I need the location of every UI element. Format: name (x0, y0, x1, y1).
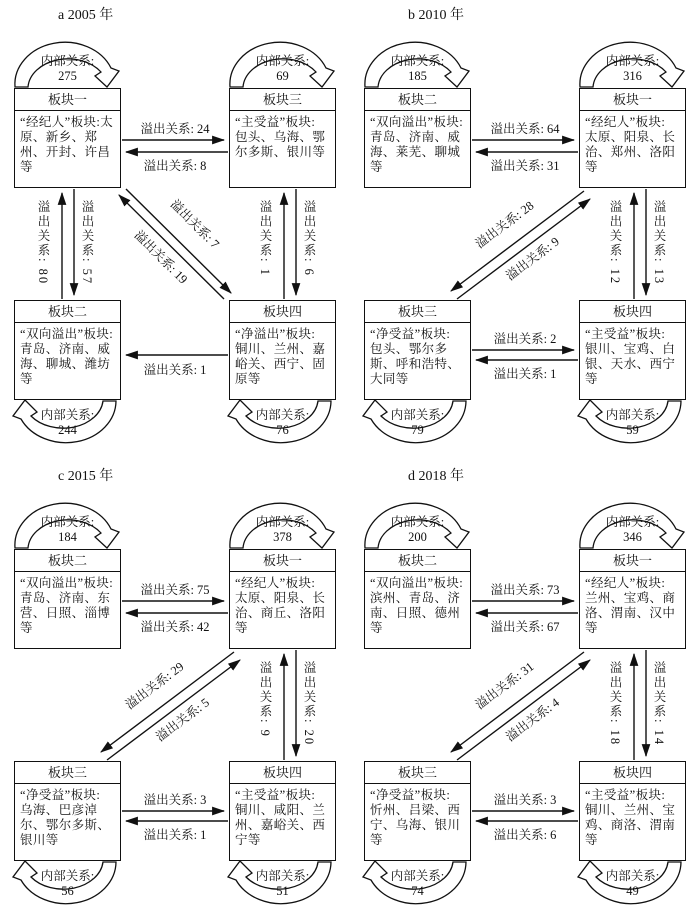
internal-relation (14, 869, 121, 899)
label-right-up: 溢出关系: 18 (608, 661, 622, 747)
plate-members: “经纪人”板块: 兰州、宝鸡、商洛、渭南、汉中等 (585, 576, 676, 635)
label-right-up: 溢出关系: 12 (608, 200, 622, 286)
plate-box (229, 549, 336, 649)
plate-box (364, 300, 471, 400)
internal-relation-label: 内部关系: (255, 408, 310, 422)
plate-members: “双向溢出”板块: 青岛、济南、威海、聊城、潍坊等 (20, 327, 114, 386)
plate-members: “净受益”板块: 忻州、吕梁、西宁、乌海、银川等 (370, 788, 461, 847)
panel-caption: d 2018 年 (408, 469, 464, 484)
internal-relation (14, 515, 121, 545)
internal-relation (14, 54, 121, 84)
internal-relation-value: 244 (58, 423, 77, 437)
plate-members: “主受益”板块: 银川、宝鸡、白银、天水、西宁等 (585, 327, 676, 386)
plate-box (14, 761, 121, 861)
plate-members: “经纪人”板块:太原、新乡、郑州、开封、许昌等 (20, 115, 114, 174)
label-bottom-back: 溢出关系: 6 (493, 828, 557, 842)
internal-relation-value: 378 (273, 530, 292, 544)
label-top-back: 溢出关系: 42 (140, 620, 210, 634)
internal-relation-value: 69 (276, 69, 289, 83)
plate-members: “主受益”板块: 包头、乌海、鄂尔多斯、银川等 (235, 115, 326, 159)
internal-relation-value: 59 (626, 423, 639, 437)
plate-title: 板块三 (230, 89, 335, 111)
internal-relation (229, 869, 336, 899)
plate-title: 板块三 (365, 301, 470, 323)
internal-relation-label: 内部关系: (255, 869, 310, 883)
panel-2005 (0, 0, 350, 460)
plate-title: 板块一 (15, 89, 120, 111)
label-diagonal-in: 溢出关系: 5 (153, 695, 212, 745)
internal-relation-label: 内部关系: (390, 408, 445, 422)
plate-box (14, 549, 121, 649)
plate-title: 板块二 (15, 301, 120, 323)
internal-relation-label: 内部关系: (605, 54, 660, 68)
plate-members: “双向溢出”板块:青岛、济南、东营、日照、淄博等 (20, 576, 114, 635)
internal-relation-label: 内部关系: (605, 869, 660, 883)
panel-caption: c 2015 年 (58, 469, 114, 484)
label-diagonal-out: 溢出关系: 28 (472, 198, 537, 252)
plate-members: “净受益”板块: 乌海、巴彦淖尔、鄂尔多斯、银川等 (20, 788, 111, 847)
internal-relation (364, 408, 471, 438)
internal-relation-value: 316 (623, 69, 642, 83)
internal-relation-value: 76 (276, 423, 289, 437)
plate-box (579, 761, 686, 861)
plate-title: 板块四 (580, 762, 685, 784)
plate-box (579, 300, 686, 400)
plate-box (364, 761, 471, 861)
internal-relation-value: 51 (276, 884, 289, 898)
plate-title: 板块三 (15, 762, 120, 784)
label-top-back: 溢出关系: 31 (490, 159, 560, 173)
panel-caption: a 2005 年 (58, 8, 114, 23)
label-right-down: 溢出关系: 20 (302, 661, 316, 747)
label-right-down: 溢出关系: 14 (652, 661, 666, 747)
internal-relation-label: 内部关系: (390, 54, 445, 68)
label-right-down: 溢出关系: 13 (652, 200, 666, 286)
label-bottom-back: 溢出关系: 1 (143, 828, 207, 842)
label-diagonal-in: 溢出关系: 9 (503, 234, 562, 284)
plate-members: “经纪人”板块: 太原、阳泉、长治、郑州、洛阳等 (585, 115, 676, 174)
internal-relation (579, 869, 686, 899)
internal-relation (14, 408, 121, 438)
internal-relation-value: 56 (61, 884, 74, 898)
plate-title: 板块一 (580, 550, 685, 572)
plate-box (229, 300, 336, 400)
internal-relation-label: 内部关系: (40, 515, 95, 529)
internal-relation (364, 869, 471, 899)
plate-members: “主受益”板块: 铜川、兰州、宝鸡、商洛、渭南等 (585, 788, 676, 847)
plate-box (364, 88, 471, 188)
internal-relation-label: 内部关系: (605, 515, 660, 529)
panel-2010 (350, 0, 700, 460)
label-bottom-forward: 溢出关系: 3 (493, 793, 557, 807)
plate-members: “净受益”板块: 包头、鄂尔多斯、呼和浩特、大同等 (370, 327, 461, 386)
plate-title: 板块四 (230, 762, 335, 784)
label-bottom-forward: 溢出关系: 3 (143, 793, 207, 807)
plate-box (364, 549, 471, 649)
plate-title: 板块二 (365, 89, 470, 111)
plate-members: “经纪人”板块: 太原、阳泉、长治、商丘、洛阳等 (235, 576, 326, 635)
internal-relation-value: 346 (623, 530, 642, 544)
plate-box (579, 549, 686, 649)
internal-relation-label: 内部关系: (40, 408, 95, 422)
label-right-down: 溢出关系: 6 (302, 200, 316, 277)
internal-relation-label: 内部关系: (390, 869, 445, 883)
internal-relation-label: 内部关系: (390, 515, 445, 529)
panel-caption: b 2010 年 (408, 8, 464, 23)
label-right-up: 溢出关系: 1 (258, 200, 272, 277)
label-bottom-forward: 溢出关系: 2 (493, 332, 557, 346)
internal-relation-value: 74 (411, 884, 424, 898)
internal-relation-value: 185 (408, 69, 427, 83)
internal-relation-label: 内部关系: (40, 869, 95, 883)
internal-relation (229, 408, 336, 438)
plate-title: 板块一 (230, 550, 335, 572)
internal-relation (229, 515, 336, 545)
panel-2018 (350, 461, 700, 921)
internal-relation-label: 内部关系: (605, 408, 660, 422)
internal-relation-label: 内部关系: (40, 54, 95, 68)
label-top-forward: 溢出关系: 64 (490, 122, 560, 136)
internal-relation (364, 515, 471, 545)
plate-box (14, 300, 121, 400)
label-bottom-back: 溢出关系: 1 (143, 363, 207, 377)
plate-members: “双向溢出”板块: 滨州、青岛、济南、日照、德州等 (370, 576, 464, 635)
label-top-forward: 溢出关系: 73 (490, 583, 560, 597)
label-bottom-back: 溢出关系: 1 (493, 367, 557, 381)
label-diagonal-out: 溢出关系: 7 (167, 196, 223, 252)
internal-relation-value: 275 (58, 69, 77, 83)
internal-relation (229, 54, 336, 84)
internal-relation (579, 408, 686, 438)
internal-relation-value: 49 (626, 884, 639, 898)
label-top-back: 溢出关系: 67 (490, 620, 560, 634)
plate-title: 板块一 (580, 89, 685, 111)
plate-members: “双向溢出”板块: 青岛、济南、威海、莱芜、聊城等 (370, 115, 464, 174)
plate-box (229, 88, 336, 188)
label-diagonal-in: 溢出关系: 19 (131, 227, 191, 287)
label-top-back: 溢出关系: 8 (143, 159, 207, 173)
plate-title: 板块三 (365, 762, 470, 784)
internal-relation-label: 内部关系: (255, 54, 310, 68)
internal-relation (364, 54, 471, 84)
plate-title: 板块四 (230, 301, 335, 323)
internal-relation-value: 184 (58, 530, 77, 544)
plate-members: “主受益”板块: 铜川、咸阳、兰州、嘉峪关、西宁等 (235, 788, 326, 847)
plate-title: 板块四 (580, 301, 685, 323)
plate-title: 板块二 (365, 550, 470, 572)
plate-box (14, 88, 121, 188)
label-top-forward: 溢出关系: 75 (140, 583, 210, 597)
internal-relation-value: 79 (411, 423, 424, 437)
label-diagonal-in: 溢出关系: 4 (503, 695, 562, 745)
internal-relation (579, 54, 686, 84)
plate-box (229, 761, 336, 861)
label-diagonal-out: 溢出关系: 31 (472, 659, 537, 713)
label-diagonal-out: 溢出关系: 29 (122, 659, 187, 713)
internal-relation-label: 内部关系: (255, 515, 310, 529)
plate-title: 板块二 (15, 550, 120, 572)
internal-relation (579, 515, 686, 545)
label-right-up: 溢出关系: 9 (258, 661, 272, 738)
label-top-forward: 溢出关系: 24 (140, 122, 210, 136)
label-left-down: 溢出关系: 57 (80, 200, 94, 286)
panel-2015 (0, 461, 350, 921)
plate-box (579, 88, 686, 188)
label-left-up: 溢出关系: 80 (36, 200, 50, 286)
internal-relation-value: 200 (408, 530, 427, 544)
plate-members: “净溢出”板块: 铜川、兰州、嘉峪关、西宁、固原等 (235, 327, 326, 386)
